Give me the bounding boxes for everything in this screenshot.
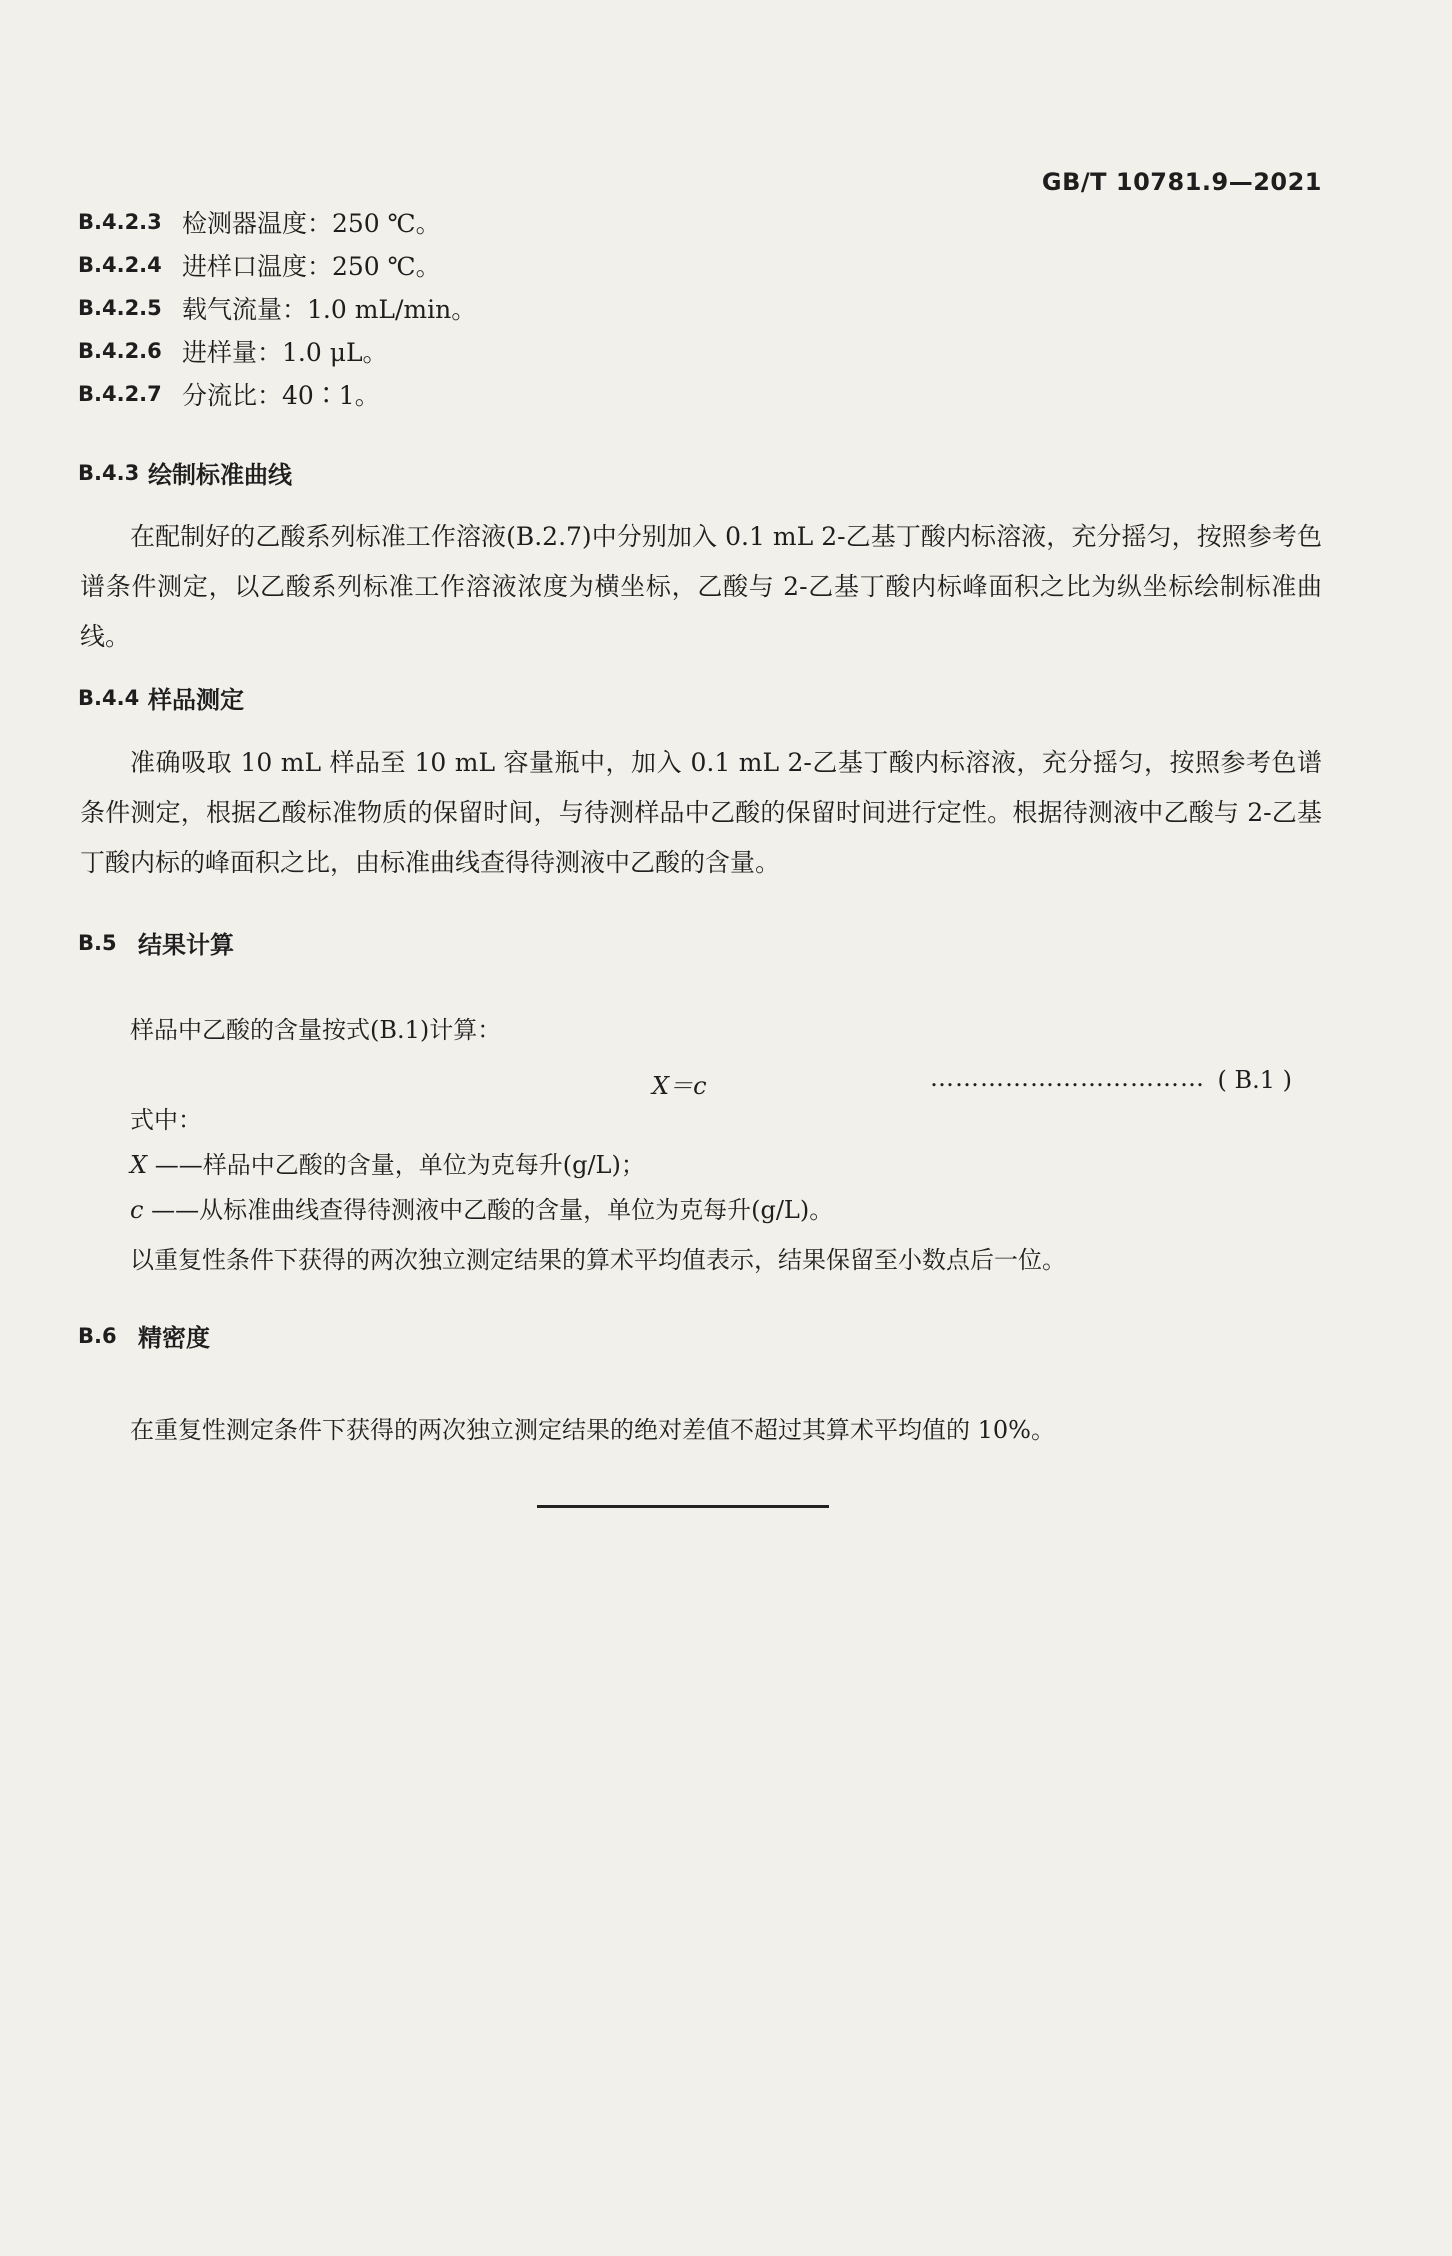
section-body-b6: 在重复性测定条件下获得的两次独立测定结果的绝对差值不超过其算术平均值的 10%。 bbox=[130, 1416, 1055, 1444]
section-number: B.4.4 bbox=[78, 685, 140, 710]
section-number: B.6 bbox=[78, 1323, 117, 1348]
variable-symbol: c bbox=[130, 1196, 144, 1224]
section-heading-b5 bbox=[78, 925, 234, 960]
formula-intro: 样品中乙酸的含量按式(B.1)计算： bbox=[130, 1016, 502, 1044]
formula-leader-dots: …………………………… bbox=[930, 1064, 1205, 1092]
parameter-number: B.4.2.5 bbox=[78, 295, 162, 320]
parameter-number: B.4.2.7 bbox=[78, 381, 162, 406]
parameter-item bbox=[78, 329, 1322, 372]
section-heading-b6 bbox=[78, 1318, 210, 1353]
parameter-number: B.4.2.3 bbox=[78, 209, 162, 234]
section-number: B.4.3 bbox=[78, 460, 140, 485]
formula-expression: X＝c bbox=[652, 1072, 707, 1100]
variable-definition bbox=[130, 1145, 645, 1180]
parameter-text: 检测器温度：250 ℃。 bbox=[182, 208, 441, 238]
variable-definition bbox=[130, 1190, 833, 1225]
parameter-item bbox=[78, 372, 1322, 415]
section-title: 精密度 bbox=[138, 1324, 210, 1352]
where-label: 式中： bbox=[130, 1106, 202, 1134]
parameter-number: B.4.2.4 bbox=[78, 252, 162, 277]
parameter-list bbox=[78, 200, 1322, 415]
section-number: B.5 bbox=[78, 930, 117, 955]
parameter-text: 进样口温度：250 ℃。 bbox=[182, 251, 441, 281]
parameter-number: B.4.2.6 bbox=[78, 338, 162, 363]
end-of-standard-rule bbox=[537, 1505, 829, 1508]
variable-symbol: X bbox=[130, 1151, 148, 1179]
variable-description: ——从标准曲线查得待测液中乙酸的含量，单位为克每升(g/L)。 bbox=[151, 1196, 834, 1224]
section-title: 结果计算 bbox=[138, 931, 234, 959]
section-heading-b44 bbox=[78, 680, 244, 715]
section-body-b44: 准确吸取 10 mL 样品至 10 mL 容量瓶中，加入 0.1 mL 2-乙基丁酸内标溶液，充分摇匀，按照参考色谱条件测定，根据乙酸标准物质的保留时间，与待测样品中乙酸的保留时间进行定性。根据待测液中乙酸与 2-乙基丁酸内标的峰面积之比，由标准曲线查得待测液中乙酸的含量。 bbox=[80, 748, 1322, 877]
section-title: 样品测定 bbox=[148, 686, 244, 714]
result-note: 以重复性条件下获得的两次独立测定结果的算术平均值表示，结果保留至小数点后一位。 bbox=[130, 1246, 1066, 1274]
parameter-text: 进样量：1.0 μL。 bbox=[182, 337, 388, 367]
parameter-text: 载气流量：1.0 mL/min。 bbox=[182, 294, 477, 324]
parameter-item bbox=[78, 286, 1322, 329]
section-heading-b43 bbox=[78, 455, 292, 490]
parameter-text: 分流比：40∶1。 bbox=[182, 380, 380, 410]
section-body-b43: 在配制好的乙酸系列标准工作溶液(B.2.7)中分别加入 0.1 mL 2-乙基丁酸内标溶液，充分摇匀，按照参考色谱条件测定，以乙酸系列标准工作溶液浓度为横坐标，乙酸与 2-乙基丁酸内标峰面积之比为纵坐标绘制标准曲线。 bbox=[80, 522, 1322, 651]
formula-label: ( B.1 ) bbox=[1217, 1066, 1292, 1094]
standard-code: GB/T 10781.9—2021 bbox=[1041, 168, 1322, 196]
parameter-item bbox=[78, 200, 1322, 243]
variable-description: ——样品中乙酸的含量，单位为克每升(g/L)； bbox=[154, 1151, 645, 1179]
section-title: 绘制标准曲线 bbox=[148, 461, 292, 489]
parameter-item bbox=[78, 243, 1322, 286]
formula bbox=[80, 1062, 1292, 1102]
